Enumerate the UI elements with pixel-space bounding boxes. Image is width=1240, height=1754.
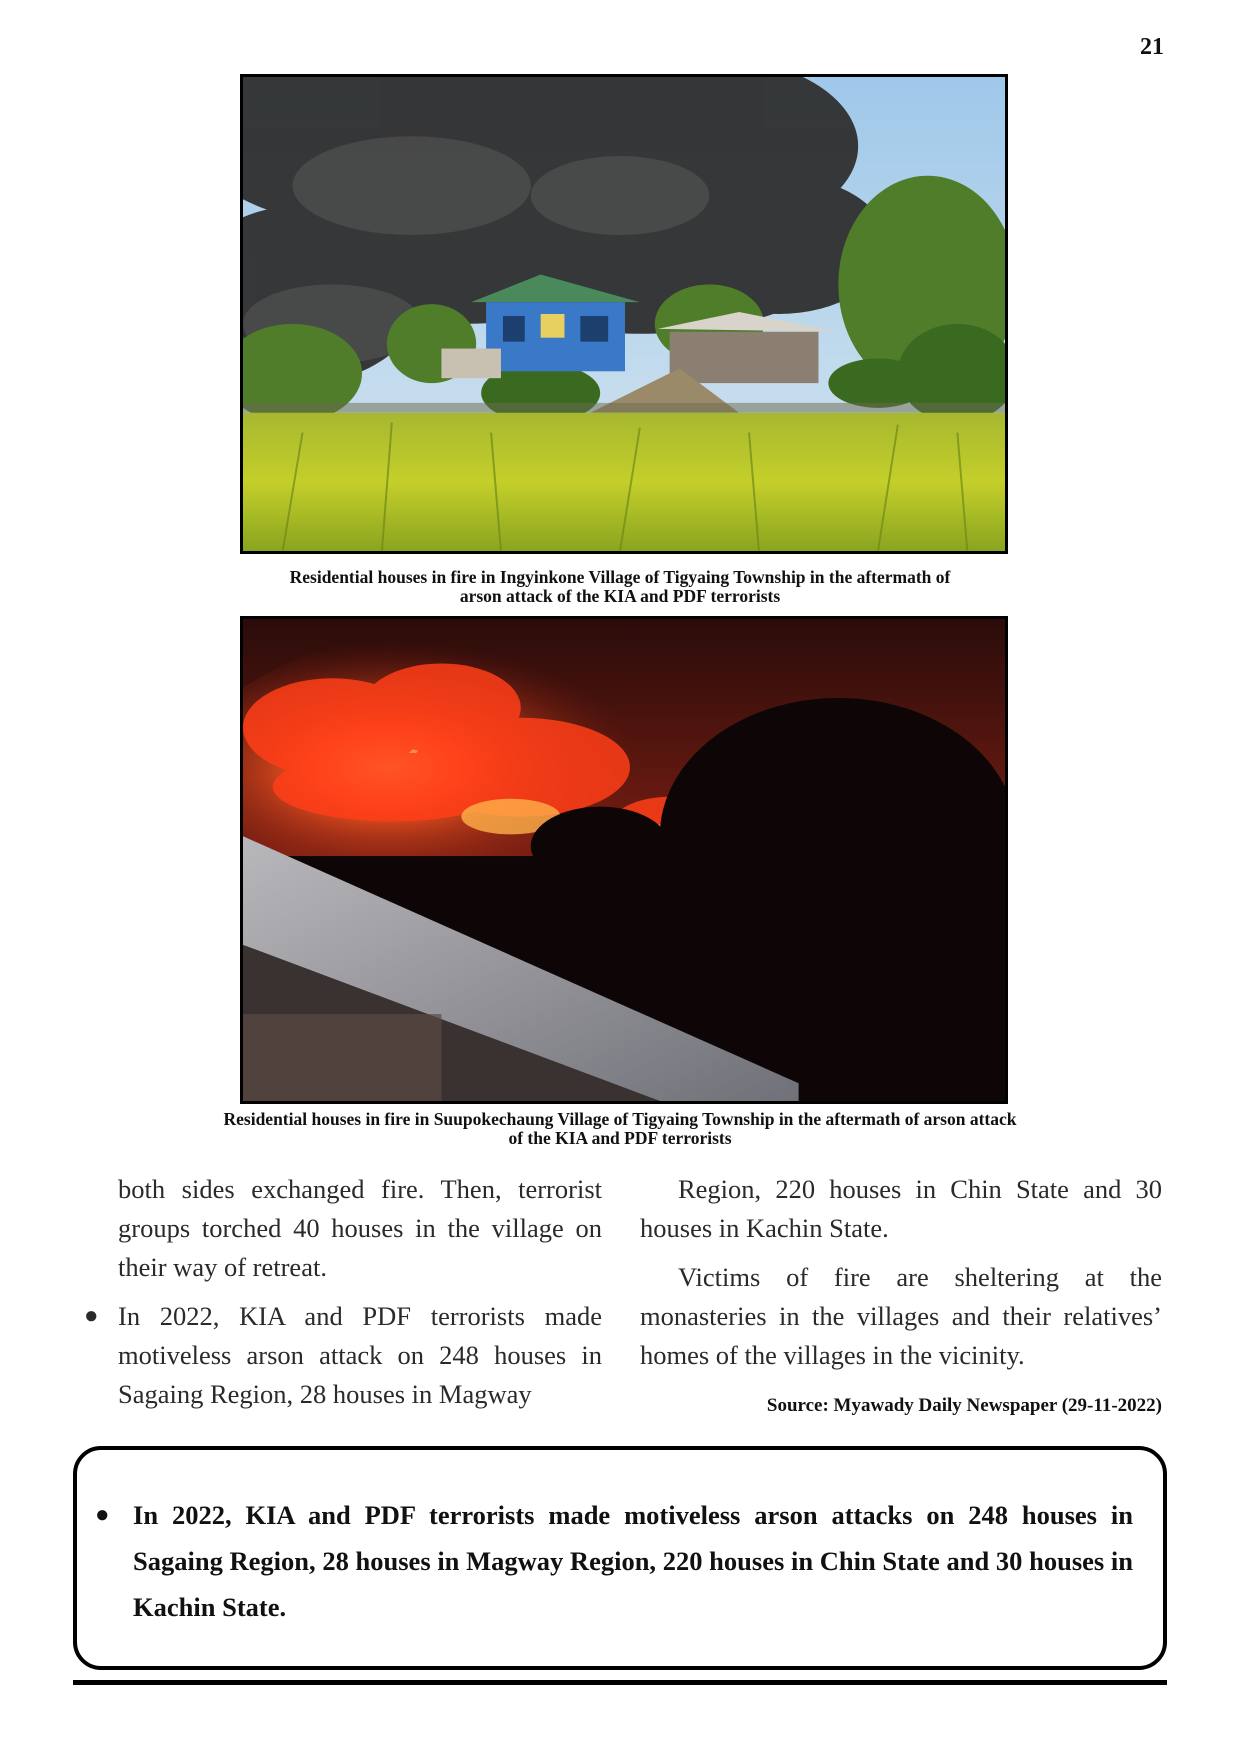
body-paragraph: Victims of fire are sheltering at the monasteries in the villages and their relatives’ homes of the villages in the vicinity. (640, 1262, 1162, 1370)
caption-line: of the KIA and PDF terrorists (508, 1128, 732, 1148)
figure-caption (140, 568, 1100, 606)
photo-village-smoke (240, 74, 1008, 554)
summary-box (73, 1446, 1167, 1670)
caption-line: Residential houses in fire in Ingyinkone Village of Tigyaing Township in the aftermath of (289, 567, 951, 587)
night-fire-illustration (243, 619, 1005, 1101)
summary-text: In 2022, KIA and PDF terrorists made motiveless arson attacks on 248 houses in Sagaing Region, 28 houses in Magway Region, 220 houses in Chin State and 30 houses in Kachin State. (133, 1500, 1133, 1622)
body-paragraph: both sides exchanged fire. Then, terrorist groups torched 40 houses in the village on their way of retreat. (118, 1174, 602, 1282)
figure-caption (140, 1110, 1100, 1148)
caption-line: arson attack of the KIA and PDF terrorists (459, 586, 781, 606)
bullet-icon: ● (84, 1303, 99, 1329)
caption-line: Residential houses in fire in Suupokechaung Village of Tigyaing Township in the aftermath of arson attack (223, 1109, 1017, 1129)
photo-village-fire-night (240, 616, 1008, 1104)
body-paragraph: Region, 220 houses in Chin State and 30 houses in Kachin State. (640, 1174, 1162, 1243)
right-column (640, 1170, 1162, 1419)
bullet-text: In 2022, KIA and PDF terrorists made motiveless arson attack on 248 houses in Sagaing Region, 28 houses in Magway (118, 1301, 602, 1409)
bottom-rule (73, 1680, 1167, 1685)
bullet-icon: ● (95, 1502, 110, 1528)
page-number: 21 (1140, 34, 1164, 60)
village-smoke-illustration (243, 77, 1005, 551)
bullet-paragraph (84, 1297, 602, 1414)
left-column (84, 1170, 602, 1424)
source-citation: Source: Myawady Daily Newspaper (29-11-2022) (766, 1395, 1162, 1416)
summary-bullet (95, 1492, 1133, 1630)
